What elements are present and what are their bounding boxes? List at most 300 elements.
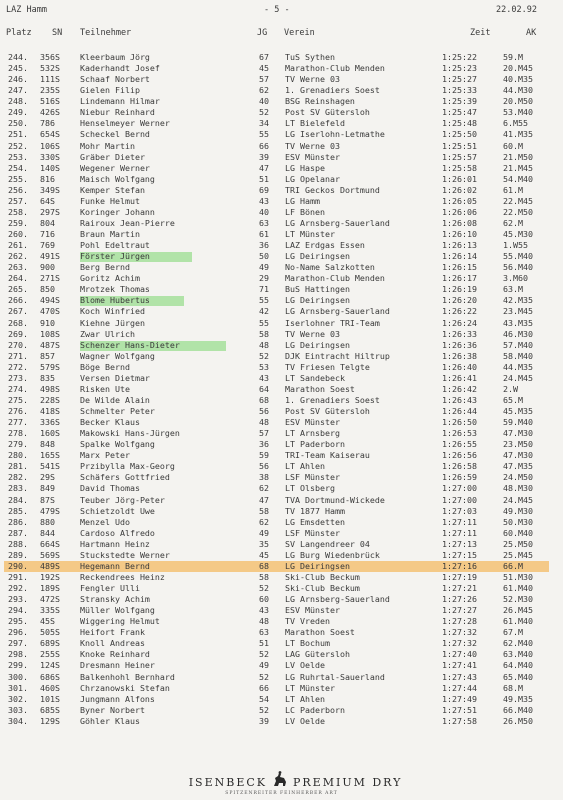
- cell-ak: 62.M: [503, 217, 523, 228]
- cell-time: 1:27:51: [442, 704, 477, 715]
- table-row: [0, 561, 563, 572]
- cell-jg: 43: [259, 195, 269, 206]
- cell-jg: 63: [259, 627, 269, 638]
- cell-ak: 66.M: [503, 560, 523, 571]
- cell-name: Gielen Filip: [80, 85, 140, 96]
- cell-place: 289.: [8, 549, 28, 560]
- cell-ak: 61.M40: [503, 616, 533, 627]
- cell-sn: 857: [40, 350, 55, 361]
- cell-jg: 68: [259, 560, 269, 571]
- cell-sn: 228S: [40, 394, 60, 405]
- cell-ak: 24.M45: [503, 494, 533, 505]
- cell-jg: 36: [259, 439, 269, 450]
- table-row: [0, 483, 563, 494]
- table-row: [0, 627, 563, 638]
- cell-jg: 69: [259, 184, 269, 195]
- cell-sn: 498S: [40, 383, 60, 394]
- cell-place: 267.: [8, 306, 28, 317]
- cell-place: 287.: [8, 527, 28, 538]
- cell-club: LF Bönen: [285, 206, 325, 217]
- cell-sn: 330S: [40, 151, 60, 162]
- cell-jg: 45: [259, 549, 269, 560]
- cell-ak: 44.M35: [503, 361, 533, 372]
- cell-time: 1:25:57: [442, 151, 477, 162]
- cell-ak: 66.M40: [503, 704, 533, 715]
- cell-club: Post SV Gütersloh: [285, 107, 370, 118]
- cell-sn: 804: [40, 217, 55, 228]
- cell-time: 1:26:42: [442, 383, 477, 394]
- cell-time: 1:27:00: [442, 483, 477, 494]
- cell-place: 255.: [8, 173, 28, 184]
- cell-place: 304.: [8, 715, 28, 726]
- cell-club: Ski-Club Beckum: [285, 571, 360, 582]
- cell-place: 269.: [8, 328, 28, 339]
- cell-ak: 53.M40: [503, 107, 533, 118]
- cell-jg: 71: [259, 284, 269, 295]
- cell-place: 281.: [8, 461, 28, 472]
- cell-sn: 64S: [40, 195, 55, 206]
- cell-sn: 336S: [40, 417, 60, 428]
- cell-jg: 48: [259, 417, 269, 428]
- brand-right: PREMIUM DRY: [293, 776, 403, 789]
- cell-time: 1:26:19: [442, 284, 477, 295]
- cell-name: Gräber Dieter: [80, 151, 145, 162]
- cell-jg: 40: [259, 96, 269, 107]
- cell-name: Förster Jürgen: [80, 251, 150, 262]
- cell-jg: 54: [259, 693, 269, 704]
- cell-time: 1:27:11: [442, 527, 477, 538]
- cell-time: 1:26:13: [442, 240, 477, 251]
- table-row: [0, 240, 563, 251]
- cell-time: 1:26:38: [442, 350, 477, 361]
- cell-club: TV Werne 03: [285, 140, 340, 151]
- cell-time: 1:27:41: [442, 660, 477, 671]
- cell-time: 1:27:15: [442, 549, 477, 560]
- cell-place: 291.: [8, 571, 28, 582]
- cell-time: 1:26:22: [442, 306, 477, 317]
- cell-jg: 43: [259, 605, 269, 616]
- cell-name: Schmelter Peter: [80, 406, 155, 416]
- cell-place: 249.: [8, 107, 28, 118]
- cell-place: 258.: [8, 206, 28, 217]
- cell-place: 248.: [8, 96, 28, 107]
- cell-sn: 491S: [40, 251, 60, 262]
- cell-ak: 51.M30: [503, 571, 533, 582]
- cell-jg: 56: [259, 406, 269, 416]
- cell-ak: 45.M30: [503, 229, 533, 239]
- cell-club: LT Arnsberg: [285, 428, 340, 439]
- cell-sn: 910: [40, 317, 55, 328]
- cell-place: 295.: [8, 616, 28, 627]
- cell-name: Spalke Wolfgang: [80, 439, 155, 450]
- cell-ak: 61.M40: [503, 583, 533, 593]
- cell-jg: 48: [259, 339, 269, 350]
- table-row: [0, 594, 563, 605]
- cell-ak: 64.M40: [503, 660, 533, 671]
- table-row: [0, 506, 563, 517]
- col-club: Verein: [284, 28, 315, 38]
- cell-name: Versen Dietmar: [80, 372, 150, 383]
- cell-sn: 654S: [40, 129, 60, 140]
- cell-club: No-Name Salzkotten: [285, 262, 375, 273]
- cell-sn: 532S: [40, 63, 60, 74]
- cell-club: LG Arnsberg-Sauerland: [285, 594, 390, 605]
- cell-ak: 60.M40: [503, 527, 533, 538]
- cell-ak: 22.M45: [503, 195, 533, 206]
- cell-name: Blome Hubertus: [80, 295, 150, 306]
- cell-place: 292.: [8, 583, 28, 593]
- cell-club: Ski-Club Beckum: [285, 583, 360, 593]
- cell-sn: 505S: [40, 627, 60, 638]
- cell-ak: 52.M30: [503, 594, 533, 605]
- table-row: [0, 129, 563, 140]
- cell-ak: 48.M30: [503, 483, 533, 494]
- cell-club: LSF Münster: [285, 527, 340, 538]
- cell-jg: 63: [259, 217, 269, 228]
- cell-time: 1:27:28: [442, 616, 477, 627]
- cell-time: 1:27:32: [442, 638, 477, 649]
- table-row: [0, 74, 563, 85]
- cell-jg: 35: [259, 538, 269, 549]
- cell-sn: 129S: [40, 715, 60, 726]
- cell-jg: 42: [259, 306, 269, 317]
- table-row: [0, 428, 563, 439]
- cell-jg: 57: [259, 428, 269, 439]
- cell-sn: 29S: [40, 472, 55, 483]
- cell-place: 254.: [8, 162, 28, 173]
- cell-time: 1:25:58: [442, 162, 477, 173]
- cell-club: ESV Münster: [285, 417, 340, 428]
- cell-time: 1:27:32: [442, 627, 477, 638]
- cell-place: 250.: [8, 118, 28, 129]
- cell-ak: 45.M35: [503, 406, 533, 416]
- cell-club: Post SV Gütersloh: [285, 406, 370, 416]
- col-place: Platz: [6, 28, 32, 38]
- cell-time: 1:26:17: [442, 273, 477, 284]
- cell-club: LG Burg Wiedenbrück: [285, 549, 380, 560]
- cell-club: SV Langendreer 04: [285, 538, 370, 549]
- cell-place: 273.: [8, 372, 28, 383]
- footer-tagline: SPITZENREITER FEINHERBER ART: [225, 791, 338, 796]
- cell-time: 1:26:36: [442, 339, 477, 350]
- cell-place: 252.: [8, 140, 28, 151]
- cell-sn: 108S: [40, 328, 60, 339]
- cell-jg: 47: [259, 162, 269, 173]
- cell-sn: 489S: [40, 560, 60, 571]
- cell-place: 278.: [8, 428, 28, 439]
- cell-ak: 56.M40: [503, 262, 533, 273]
- col-name: Teilnehmer: [80, 28, 132, 38]
- cell-club: Marathon-Club Menden: [285, 63, 385, 74]
- cell-jg: 55: [259, 295, 269, 306]
- cell-ak: 24.M50: [503, 472, 533, 483]
- cell-name: Berg Bernd: [80, 262, 130, 273]
- cell-time: 1:27:26: [442, 594, 477, 605]
- cell-jg: 36: [259, 240, 269, 251]
- cell-name: Maisch Wolfgang: [80, 173, 155, 184]
- table-row: [0, 605, 563, 616]
- column-headers: [0, 28, 563, 40]
- cell-sn: 686S: [40, 671, 60, 682]
- cell-ak: 6.M55: [503, 118, 528, 129]
- cell-time: 1:27:44: [442, 682, 477, 693]
- cell-place: 264.: [8, 273, 28, 284]
- cell-name: Pohl Edeltraut: [80, 240, 150, 251]
- cell-jg: 52: [259, 350, 269, 361]
- cell-name: Dresmann Heiner: [80, 660, 155, 671]
- cell-sn: 472S: [40, 594, 60, 605]
- table-row: [0, 660, 563, 671]
- cell-name: Kemper Stefan: [80, 184, 145, 195]
- cell-club: LT Bielefeld: [285, 118, 345, 129]
- cell-jg: 58: [259, 328, 269, 339]
- cell-club: LG Haspe: [285, 162, 325, 173]
- cell-name: Hartmann Heinz: [80, 538, 150, 549]
- cell-time: 1:27:49: [442, 693, 477, 704]
- cell-time: 1:26:14: [442, 251, 477, 262]
- cell-name: Fengler Ulli: [80, 583, 140, 593]
- table-row: [0, 406, 563, 417]
- table-row: [0, 517, 563, 528]
- cell-name: Knoll Andreas: [80, 638, 145, 649]
- table-row: [0, 395, 563, 406]
- cell-club: TV Werne 03: [285, 328, 340, 339]
- table-row: [0, 417, 563, 428]
- cell-name: Menzel Udo: [80, 516, 130, 527]
- cell-name: Marx Peter: [80, 450, 130, 461]
- cell-time: 1:26:15: [442, 262, 477, 273]
- table-row: [0, 351, 563, 362]
- cell-time: 1:25:27: [442, 74, 477, 85]
- table-row: [0, 539, 563, 550]
- cell-club: LG Emsdetten: [285, 516, 345, 527]
- cell-ak: 49.M30: [503, 505, 533, 516]
- cell-sn: 192S: [40, 571, 60, 582]
- cell-club: LG Arnsberg-Sauerland: [285, 217, 390, 228]
- table-row: [0, 185, 563, 196]
- cell-jg: 49: [259, 527, 269, 538]
- cell-place: 302.: [8, 693, 28, 704]
- cell-place: 284.: [8, 494, 28, 505]
- cell-time: 1:26:53: [442, 428, 477, 439]
- cell-club: TRI-Team Kaiserau: [285, 450, 370, 461]
- table-row: [0, 107, 563, 118]
- cell-ak: 47.M35: [503, 461, 533, 472]
- cell-time: 1:25:48: [442, 118, 477, 129]
- cell-jg: 43: [259, 372, 269, 383]
- cell-ak: 47.M30: [503, 450, 533, 461]
- table-row: [0, 96, 563, 107]
- cell-club: LG Deiringsen: [285, 251, 350, 262]
- cell-time: 1:26:33: [442, 328, 477, 339]
- cell-place: 293.: [8, 594, 28, 605]
- page-header: [6, 5, 557, 17]
- cell-name: Risken Ute: [80, 383, 130, 394]
- cell-jg: 49: [259, 262, 269, 273]
- cell-time: 1:27:43: [442, 671, 477, 682]
- cell-club: LT Münster: [285, 229, 335, 239]
- cell-club: LG Opelanar: [285, 173, 340, 184]
- cell-club: TRI Geckos Dortmund: [285, 184, 380, 195]
- cell-time: 1:27:13: [442, 538, 477, 549]
- cell-name: Becker Klaus: [80, 417, 140, 428]
- cell-sn: 45S: [40, 616, 55, 627]
- table-row: [0, 705, 563, 716]
- cell-club: TV Vreden: [285, 616, 330, 627]
- cell-club: Marathon-Club Menden: [285, 273, 385, 284]
- cell-club: LT Münster: [285, 682, 335, 693]
- table-row: [0, 273, 563, 284]
- cell-place: 263.: [8, 262, 28, 273]
- cell-club: LV Oelde: [285, 715, 325, 726]
- cell-jg: 52: [259, 671, 269, 682]
- cell-place: 261.: [8, 240, 28, 251]
- cell-club: LT Bochum: [285, 638, 330, 649]
- cell-name: Hegemann Bernd: [80, 560, 150, 571]
- cell-jg: 47: [259, 494, 269, 505]
- table-row: [0, 649, 563, 660]
- table-row: [0, 616, 563, 627]
- cell-time: 1:26:10: [442, 229, 477, 239]
- cell-place: 280.: [8, 450, 28, 461]
- cell-ak: 63.M40: [503, 649, 533, 660]
- cell-place: 303.: [8, 704, 28, 715]
- cell-sn: 470S: [40, 306, 60, 317]
- cell-jg: 52: [259, 583, 269, 593]
- cell-ak: 57.M40: [503, 339, 533, 350]
- cell-name: Cardoso Alfredo: [80, 527, 155, 538]
- cell-name: Scheckel Bernd: [80, 129, 150, 140]
- cell-jg: 40: [259, 206, 269, 217]
- cell-sn: 849: [40, 483, 55, 494]
- table-row: [0, 174, 563, 185]
- cell-ak: 23.M45: [503, 306, 533, 317]
- cell-place: 290.: [8, 560, 28, 571]
- header-date: 22.02.92: [496, 5, 537, 15]
- cell-time: 1:26:06: [442, 206, 477, 217]
- table-row: [0, 672, 563, 683]
- cell-ak: 59.M: [503, 52, 523, 62]
- cell-club: BSG Reinshagen: [285, 96, 355, 107]
- cell-sn: 189S: [40, 583, 60, 593]
- cell-jg: 57: [259, 74, 269, 85]
- cell-place: 270.: [8, 339, 28, 350]
- cell-jg: 68: [259, 394, 269, 405]
- cell-ak: 2.W: [503, 383, 518, 394]
- cell-jg: 50: [259, 251, 269, 262]
- cell-jg: 55: [259, 317, 269, 328]
- cell-time: 1:26:55: [442, 439, 477, 450]
- cell-time: 1:25:47: [442, 107, 477, 118]
- col-time: Zeit: [470, 28, 491, 38]
- cell-ak: 67.M: [503, 627, 523, 638]
- cell-time: 1:26:44: [442, 406, 477, 416]
- cell-club: LV Oelde: [285, 660, 325, 671]
- cell-name: Stransky Achim: [80, 594, 150, 605]
- cell-name: Knoke Reinhard: [80, 649, 150, 660]
- cell-ak: 55.M40: [503, 251, 533, 262]
- cell-place: 285.: [8, 505, 28, 516]
- table-row: [0, 638, 563, 649]
- cell-time: 1:25:33: [442, 85, 477, 96]
- cell-time: 1:27:16: [442, 560, 477, 571]
- cell-sn: 297S: [40, 206, 60, 217]
- cell-ak: 44.M30: [503, 85, 533, 96]
- cell-jg: 61: [259, 229, 269, 239]
- col-jg: JG: [257, 28, 268, 38]
- cell-time: 1:26:05: [442, 195, 477, 206]
- cell-ak: 25.M45: [503, 549, 533, 560]
- cell-jg: 52: [259, 704, 269, 715]
- cell-ak: 23.M50: [503, 439, 533, 450]
- table-row: [0, 318, 563, 329]
- cell-name: Braun Martin: [80, 229, 140, 239]
- table-row: [0, 528, 563, 539]
- table-row: [0, 85, 563, 96]
- cell-time: 1:25:51: [442, 140, 477, 151]
- cell-name: Kleerbaum Jörg: [80, 52, 150, 62]
- cell-jg: 48: [259, 616, 269, 627]
- table-row: [0, 329, 563, 340]
- col-sn: SN: [52, 28, 63, 38]
- header-page-number: - 5 -: [264, 5, 290, 15]
- table-row: [0, 141, 563, 152]
- cell-name: Funke Helmut: [80, 195, 140, 206]
- cell-name: Göhler Klaus: [80, 715, 140, 726]
- horse-rider-icon: [270, 770, 290, 790]
- cell-name: Wiggering Helmut: [80, 616, 160, 627]
- cell-ak: 40.M35: [503, 74, 533, 85]
- cell-place: 288.: [8, 538, 28, 549]
- header-club: LAZ Hamm: [6, 5, 47, 15]
- cell-club: ESV Münster: [285, 605, 340, 616]
- cell-name: Stuckstedte Werner: [80, 549, 170, 560]
- table-row: [0, 550, 563, 561]
- cell-sn: 569S: [40, 549, 60, 560]
- cell-sn: 124S: [40, 660, 60, 671]
- cell-jg: 49: [259, 660, 269, 671]
- table-row: [0, 694, 563, 705]
- table-row: [0, 439, 563, 450]
- cell-place: 253.: [8, 151, 28, 162]
- cell-sn: 255S: [40, 649, 60, 660]
- cell-sn: 349S: [40, 184, 60, 195]
- cell-time: 1:27:27: [442, 605, 477, 616]
- cell-ak: 21.M45: [503, 162, 533, 173]
- cell-name: Lindemann Hilmar: [80, 96, 160, 107]
- cell-club: TV Friesen Telgte: [285, 361, 370, 372]
- cell-club: TVA Dortmund-Wickede: [285, 494, 385, 505]
- cell-ak: 43.M35: [503, 317, 533, 328]
- cell-sn: 516S: [40, 96, 60, 107]
- cell-time: 1:27:11: [442, 516, 477, 527]
- cell-sn: 786: [40, 118, 55, 129]
- cell-club: TV Werne 03: [285, 74, 340, 85]
- cell-club: LAG Gütersloh: [285, 649, 350, 660]
- cell-club: LT Paderborn: [285, 439, 345, 450]
- cell-name: Schenzer Hans-Dieter: [80, 339, 180, 350]
- cell-time: 1:26:40: [442, 361, 477, 372]
- footer-ad: [0, 770, 563, 800]
- cell-sn: 664S: [40, 538, 60, 549]
- cell-club: Iserlohner TRI-Team: [285, 317, 380, 328]
- cell-name: De Wilde Alain: [80, 394, 150, 405]
- cell-name: Jungmann Alfons: [80, 693, 155, 704]
- cell-name: Rairoux Jean-Pierre: [80, 217, 175, 228]
- cell-place: 296.: [8, 627, 28, 638]
- cell-time: 1:26:24: [442, 317, 477, 328]
- cell-time: 1:26:41: [442, 372, 477, 383]
